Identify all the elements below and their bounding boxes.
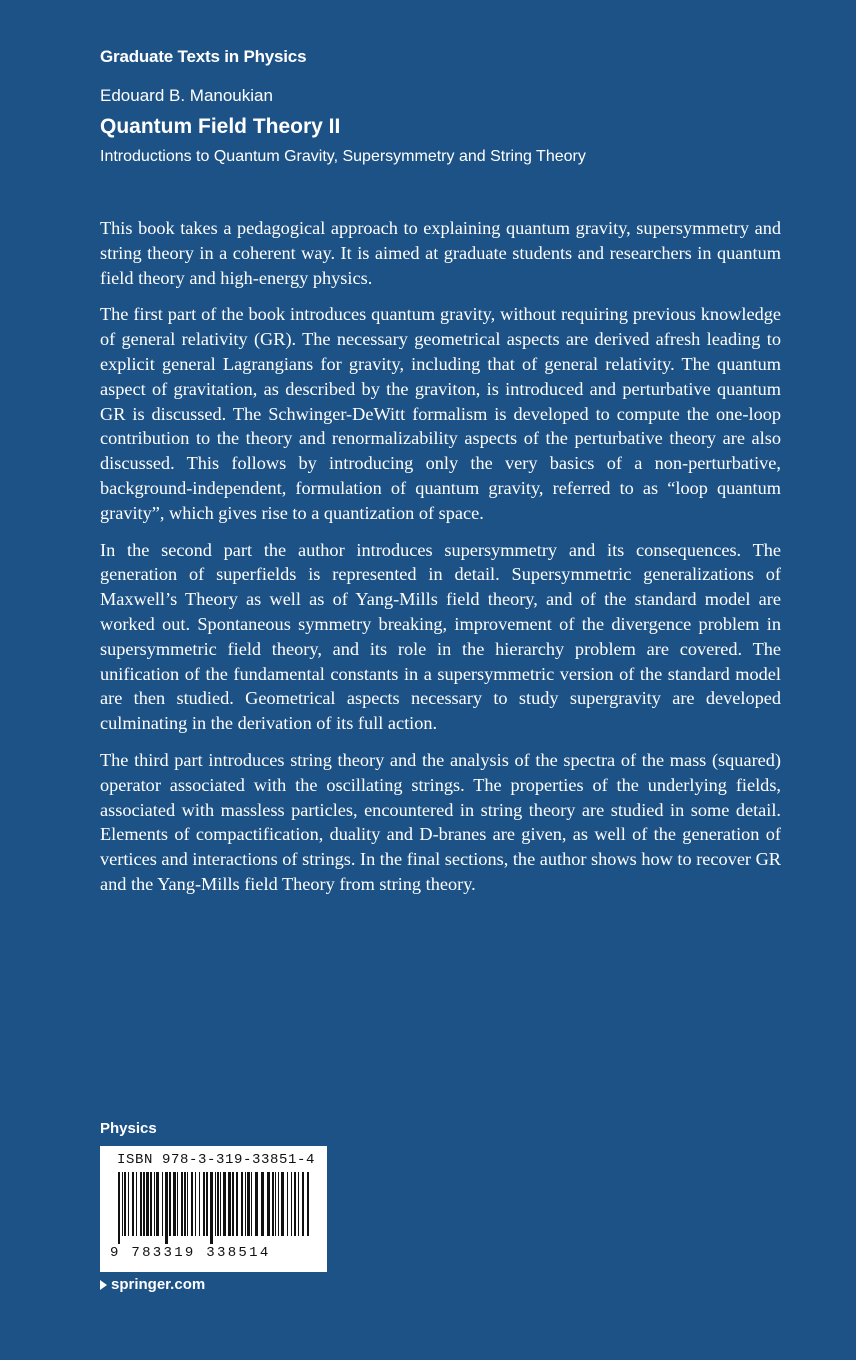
blurb-text [100,216,781,909]
barcode-digits: 9 783319 338514 [110,1245,271,1261]
barcode-bar [278,1172,279,1236]
barcode-bar [245,1172,246,1236]
barcode-bar [132,1172,134,1236]
barcode-bar [203,1172,205,1236]
book-subtitle: Introductions to Quantum Gravity, Supersymmetry and String Theory [100,148,586,165]
barcode-bar [156,1172,159,1236]
barcode-bar [165,1172,168,1244]
barcode-bar [187,1172,188,1236]
barcode-bar [154,1172,155,1236]
series-name: Graduate Texts in Physics [100,47,307,66]
barcode-bar [287,1172,288,1236]
barcode-bar [143,1172,145,1236]
barcode-bar [173,1172,176,1236]
author-name: Edouard B. Manoukian [100,86,273,105]
barcode-bar [302,1172,304,1236]
barcode-bar [195,1172,196,1236]
barcode-bar [118,1172,120,1244]
barcode-bar [255,1172,258,1236]
barcode-bar [206,1172,208,1236]
arrow-right-icon [100,1280,107,1290]
barcode-bar [275,1172,276,1236]
barcode-bar [223,1172,226,1236]
barcode-bar [215,1172,216,1236]
barcode-bar [236,1172,238,1236]
barcode-bar [146,1172,149,1236]
barcode-bar [162,1172,163,1236]
barcode-bar [122,1172,123,1236]
barcode-bar [199,1172,200,1236]
book-title: Quantum Field Theory II [100,115,341,138]
barcode-bar [220,1172,221,1236]
barcode-bar [210,1172,213,1244]
barcode-bar [232,1172,234,1236]
barcode-bar [184,1172,186,1236]
blurb-paragraph: In the second part the author introduces supersymmetry and its consequences. The generation of superfields is represented in detail. Supersymmetric generalizations of Maxwell’s Theory as well as of Yang-Mills field theory, and of the standard model are worked out. Spontaneous symmetry breaking, improvement of the divergence problem in supersymmetric field theory, and its role in the hierarchy problem are covered. The unification of the fundamental constants in a supersymmetric version of the standard model are then studied. Geometrical aspects necessary to study supergravity are developed culminating in the derivation of its full action. [100,539,781,734]
barcode-bar [307,1172,309,1236]
barcode-bar [267,1172,270,1236]
isbn-barcode [100,1146,327,1272]
isbn-label: ISBN 978-3-319-33851-4 [117,1152,316,1168]
barcode-bar [294,1172,296,1236]
barcode-icon [110,1172,317,1244]
barcode-bar [251,1172,252,1236]
barcode-bar [140,1172,142,1236]
publisher-website[interactable] [100,1276,205,1293]
barcode-bar [291,1172,292,1236]
barcode-bar [150,1172,152,1236]
barcode-bar [177,1172,178,1236]
barcode-bar [217,1172,219,1236]
barcode-bar [281,1172,284,1236]
barcode-bar [124,1172,126,1236]
subject-category: Physics [100,1120,157,1137]
barcode-bar [247,1172,250,1236]
blurb-paragraph: The third part introduces string theory and the analysis of the spectra of the mass (squared) operator associated with the oscillating strings. The properties of the underlying fields, associated with massless particles, encountered in string theory are studied in some detail. Elements of compactification, duality and D-branes are given, as well of the generation of vertices and interactions of strings. In the final sections, the author shows how to recover GR and the Yang-Mills field Theory from string theory. [100,749,781,894]
barcode-bar [169,1172,171,1236]
barcode-bar [181,1172,183,1236]
barcode-bar [298,1172,299,1236]
barcode-bar [128,1172,129,1236]
blurb-paragraph: This book takes a pedagogical approach to explaining quantum gravity, supersymmetry and string theory in a coherent way. It is aimed at graduate students and researchers in quantum field theory and high-energy physics. [100,218,781,288]
barcode-bar [191,1172,193,1236]
website-label: springer.com [111,1276,206,1293]
barcode-bar [241,1172,243,1236]
blurb-paragraph: The first part of the book introduces quantum gravity, without requiring previous knowledge of general relativity (GR). The necessary geometrical aspects are derived afresh leading to explicit general Lagrangians for gravity, including that of general relativity. The quantum aspect of gravitation, as described by the graviton, is introduced and perturbative quantum GR is discussed. The Schwinger-DeWitt formalism is developed to compute the one-loop contribution to the theory and renormalizability aspects of the perturbative theory are also discussed. This follows by introducing only the very basics of a non-perturbative, background-independent, formulation of quantum gravity, referred to as “loop quantum gravity”, which gives rise to a quantization of space. [100,304,781,523]
barcode-bar [272,1172,274,1236]
barcode-bar [136,1172,137,1236]
barcode-bar [261,1172,264,1236]
barcode-bar [228,1172,231,1236]
